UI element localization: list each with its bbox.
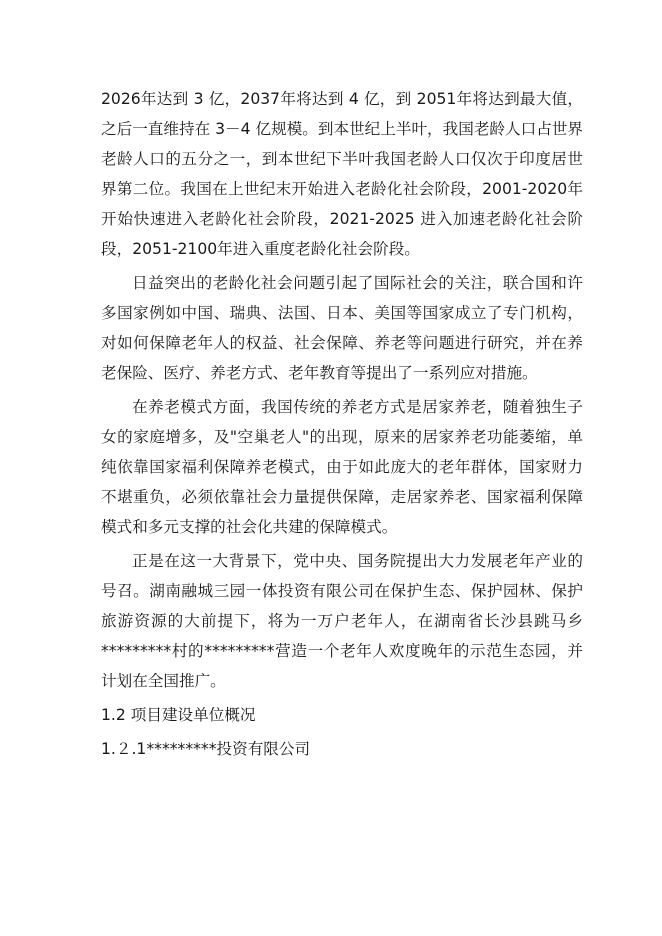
paragraph-project-background: 正是在这一大背景下，党中央、国务院提出大力发展老年产业的号召。湖南融城三园一体投资有限公司在保护生态、保护园林、保护旅游资源的大前提下，将为一万户老年人，在湖南省长沙县跳马乡*********村的*********营造一个老年人欢度晚年的示范生态园，并计划在全国推广。 (101, 552, 583, 690)
subsection-heading: 1.２.1*********投资有限公司 (101, 740, 311, 758)
section-heading: 1.2 项目建设单位概况 (101, 706, 256, 724)
document-body (101, 84, 583, 764)
paragraph-elderly-care-model: 在养老模式方面，我国传统的养老方式是居家养老，随着独生子女的家庭增多，及"空巢老人"的出现，原来的居家养老功能萎缩，单纯依靠国家福利保障养老模式，由于如此庞大的老年群体，国家财力不堪重负，必须依靠社会力量提供保障，走居家养老、国家福利保障模式和多元支撑的社会化共建的保障模式。 (101, 398, 583, 536)
paragraph-international-attention: 日益突出的老龄化社会问题引起了国际社会的关注，联合国和许多国家例如中国、瑞典、法国、日本、美国等国家成立了专门机构，对如何保障老年人的权益、社会保障、养老等问题进行研究，并在养老保险、医疗、养老方式、老年教育等提出了一系列应对措施。 (101, 274, 583, 382)
paragraph-aging-projection: 2026年达到 3 亿，2037年将达到 4 亿，到 2051年将达到最大值，之后一直维持在 3－4 亿规模。到本世纪上半叶，我国老龄人口占世界老龄人口的五分之一，到本世纪下半叶我国老龄人口仅次于印度居世界第二位。我国在上世纪末开始进入老龄化社会阶段，2001-2020年开始快速进入老龄化社会阶段，2021-2025 进入加速老龄化社会阶段，2051-2100年进入重度老龄化社会阶段。 (101, 90, 583, 258)
